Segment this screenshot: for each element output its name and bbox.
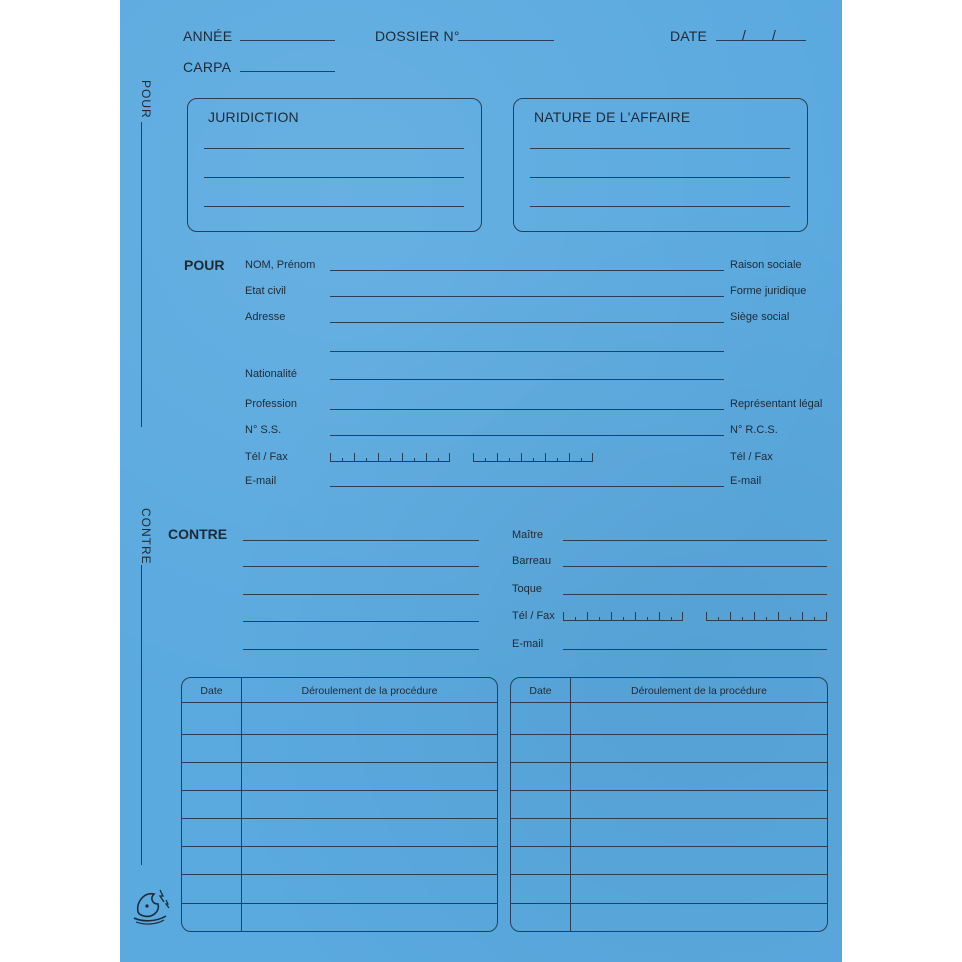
pour-field-adresse[interactable] bbox=[330, 322, 724, 323]
carpa-field[interactable] bbox=[240, 71, 335, 72]
table-divider bbox=[570, 678, 571, 931]
pour-title: POUR bbox=[184, 257, 225, 273]
pour-label-tel: Tél / Fax bbox=[245, 451, 288, 463]
pour-label-profession: Profession bbox=[245, 398, 297, 410]
contre-field[interactable] bbox=[243, 621, 479, 622]
contre-field-email[interactable] bbox=[563, 649, 827, 650]
table-row[interactable] bbox=[182, 818, 497, 819]
pour-label-etat: Etat civil bbox=[245, 285, 286, 297]
contre-field-maitre[interactable] bbox=[563, 540, 827, 541]
nature-line[interactable] bbox=[530, 206, 790, 207]
contre-field-toque[interactable] bbox=[563, 594, 827, 595]
table-row[interactable] bbox=[511, 846, 827, 847]
dossier-field[interactable] bbox=[458, 40, 554, 41]
nature-line[interactable] bbox=[530, 148, 790, 149]
table-row[interactable] bbox=[182, 903, 497, 904]
contre-field[interactable] bbox=[243, 540, 479, 541]
contre-label-barreau: Barreau bbox=[512, 555, 552, 567]
pour-fax-ticks[interactable] bbox=[473, 453, 593, 462]
pour-label-representant: Représentant légal bbox=[730, 398, 823, 410]
side-label-contre: CONTRE bbox=[139, 508, 153, 565]
pour-label-siege: Siège social bbox=[730, 311, 790, 323]
contre-label-maitre: Maître bbox=[512, 529, 544, 541]
nature-label: NATURE DE L'AFFAIRE bbox=[534, 109, 691, 125]
pour-field-nom[interactable] bbox=[330, 270, 724, 271]
pour-label-ss: N° S.S. bbox=[245, 424, 282, 436]
table-header-date: Date bbox=[529, 685, 552, 697]
dossier-label: DOSSIER N° bbox=[375, 28, 460, 44]
table-row[interactable] bbox=[511, 790, 827, 791]
annee-field[interactable] bbox=[240, 40, 335, 41]
date-field[interactable] bbox=[716, 40, 806, 41]
contre-field-barreau[interactable] bbox=[563, 566, 827, 567]
table-row[interactable] bbox=[182, 874, 497, 875]
table-row[interactable] bbox=[511, 762, 827, 763]
juridiction-line[interactable] bbox=[204, 206, 464, 207]
form-sheet bbox=[120, 0, 842, 962]
pour-label-nom: NOM, Prénom bbox=[245, 259, 316, 271]
contre-fax-ticks[interactable] bbox=[706, 612, 827, 621]
table-header-procedure: Déroulement de la procédure bbox=[301, 685, 438, 697]
pour-label-email-right: E-mail bbox=[730, 475, 762, 487]
table-row[interactable] bbox=[511, 818, 827, 819]
table-divider bbox=[241, 678, 242, 931]
contre-field[interactable] bbox=[243, 649, 479, 650]
table-header-date: Date bbox=[200, 685, 223, 697]
table-header-procedure: Déroulement de la procédure bbox=[631, 685, 767, 697]
contre-label-toque: Toque bbox=[512, 583, 542, 595]
nature-line[interactable] bbox=[530, 177, 790, 178]
pour-label-forme: Forme juridique bbox=[730, 285, 807, 297]
table-row[interactable] bbox=[511, 734, 827, 735]
date-label: DATE bbox=[670, 28, 708, 44]
pour-label-rcs: N° R.C.S. bbox=[730, 424, 778, 436]
pour-label-nationalite: Nationalité bbox=[245, 368, 297, 380]
exacompta-logo-icon bbox=[130, 882, 174, 926]
contre-field[interactable] bbox=[243, 566, 479, 567]
pour-field-nationalite[interactable] bbox=[330, 379, 724, 380]
pour-field-email[interactable] bbox=[330, 486, 724, 487]
side-divider bbox=[141, 122, 142, 427]
pour-tel-ticks[interactable] bbox=[330, 453, 450, 462]
pour-label-adresse: Adresse bbox=[245, 311, 286, 323]
pour-field-adresse-2[interactable] bbox=[330, 351, 724, 352]
table-row[interactable] bbox=[182, 846, 497, 847]
contre-label-email: E-mail bbox=[512, 638, 544, 650]
side-label-pour: POUR bbox=[139, 80, 153, 119]
table-row[interactable] bbox=[182, 790, 497, 791]
pour-label-raison: Raison sociale bbox=[730, 259, 802, 271]
procedure-table-left bbox=[181, 677, 498, 932]
contre-label-tel: Tél / Fax bbox=[512, 610, 555, 622]
pour-field-profession[interactable] bbox=[330, 409, 724, 410]
table-row[interactable] bbox=[182, 702, 497, 703]
contre-title: CONTRE bbox=[168, 526, 228, 542]
juridiction-line[interactable] bbox=[204, 148, 464, 149]
procedure-table-right bbox=[510, 677, 828, 932]
table-row[interactable] bbox=[511, 874, 827, 875]
table-row[interactable] bbox=[511, 702, 827, 703]
table-row[interactable] bbox=[511, 903, 827, 904]
pour-label-email: E-mail bbox=[245, 475, 277, 487]
table-row[interactable] bbox=[182, 762, 497, 763]
date-separator: / bbox=[742, 27, 747, 43]
contre-tel-ticks[interactable] bbox=[563, 612, 683, 621]
pour-label-tel-right: Tél / Fax bbox=[730, 451, 773, 463]
side-divider bbox=[141, 565, 142, 865]
contre-field[interactable] bbox=[243, 594, 479, 595]
pour-field-etat[interactable] bbox=[330, 296, 724, 297]
table-row[interactable] bbox=[182, 734, 497, 735]
carpa-label: CARPA bbox=[183, 59, 232, 75]
juridiction-line[interactable] bbox=[204, 177, 464, 178]
date-separator: / bbox=[772, 27, 777, 43]
annee-label: ANNÉE bbox=[183, 28, 233, 44]
juridiction-label: JURIDICTION bbox=[208, 109, 299, 125]
pour-field-ss[interactable] bbox=[330, 435, 724, 436]
